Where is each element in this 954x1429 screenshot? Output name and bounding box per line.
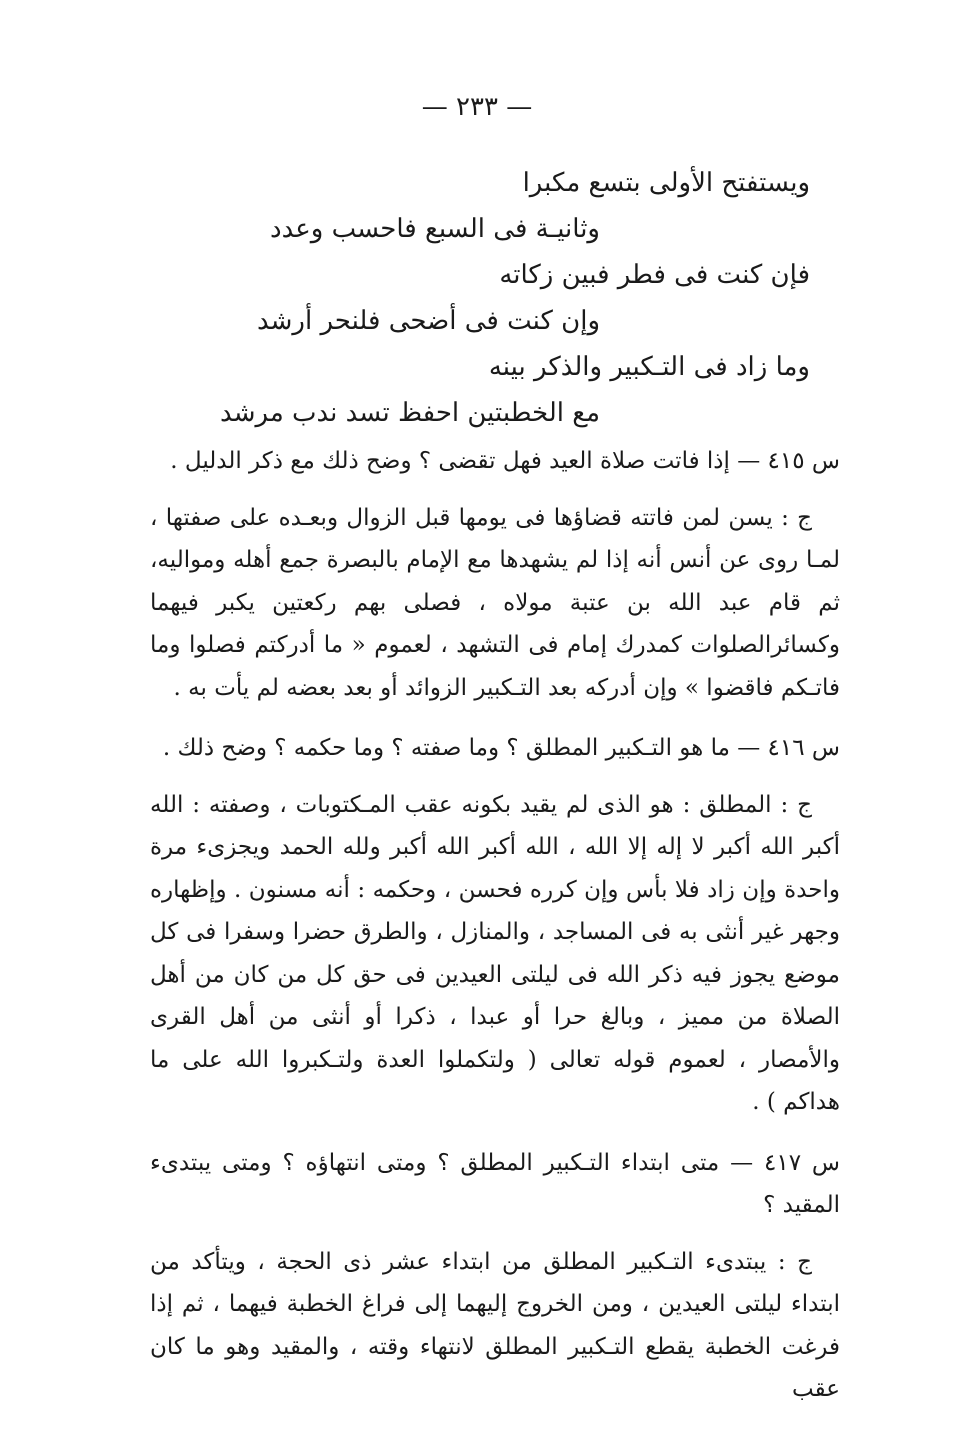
poem-verse-2-first: فإن كنت فى فطر فبين زكاته	[499, 260, 810, 290]
answer-417: ج : يبتدىء التـكبير المطلق من ابتداء عشر ذى الحجة ، ويتأكد من ابتداء ليلتى العيدين ، ومن الخروج إليهما إلى فراغ الخطبة فيهما ، ثم إذا فرغت الخطبة يقطع التـكبير المطلق لانتهاء وقته ، والمقيد وهو ما كان عقب	[150, 1248, 840, 1402]
answer-416: ج : المطلق : هو الذى لم يقيد بكونه عقب المـكتوبات ، وصفته : الله أكبر الله أكبر لا إله إلا الله ، الله أكبر الله أكبر ولله الحمد ويجزىء مرة واحدة وإن زاد فلا بأس وإن كرره فحسن ، وحكمه : أنه مسنون . وإظهاره وجهر غير أنثى به فى المساجد ، والمنازل ، والطرق حضرا وسفرا فى كل موضع يجوز فيه ذكر الله فى ليلتى العيدين فى حق كل من كان من أهل الصلاة من مميز ، وبالغ حرا أو عبدا ، ذكرا أو أنثى من أهل القرى والأمصار ، لعموم قوله تعالى ( ولتكملوا العدة ولتـكبروا الله على ما هداكم ) .	[150, 791, 840, 1115]
poem-block	[200, 160, 810, 436]
page-body	[150, 440, 840, 1429]
question-417: س ٤١٧ — متى ابتداء التـكبير المطلق ؟ ومتى انتهاؤه ؟ ومتى يبتدىء المقيد ؟	[150, 1149, 841, 1218]
poem-verse-1-second: وثانيـة فى السبع فاحسب وعدد	[270, 214, 600, 244]
page-number: — ٢٣٣ —	[421, 92, 533, 122]
question-416: س ٤١٦ — ما هو التـكبير المطلق ؟ وما صفته ؟ وما حكمه ؟ وضح ذلك .	[162, 735, 840, 761]
poem-verse-1-first: ويستفتح الأولى بتسع مكبرا	[522, 168, 810, 198]
question-415: س ٤١٥ — إذا فاتت صلاة العيد فهل تقضى ؟ وضح ذلك مع ذكر الدليل .	[170, 448, 840, 474]
poem-verse-3-first: وما زاد فى التـكبير والذكر بينه	[488, 352, 810, 382]
poem-verse-2-second: وإن كنت فى أضحى فلنحر أرشد	[256, 306, 600, 336]
answer-415: ج : يسن لمن فاتته قضاؤها فى يومها قبل الزوال وبعـده على صفتها ، لمـا روى عن أنس أنه إذا لم يشهدها مع الإمام بالبصرة جمع أهله ومواليه، ثم قام عبد الله بن عتبة مولاه ، فصلى بهم ركعتين يكبر فيهما وكسائرالصلوات كمدرك إمام فى التشهد ، لعموم « ما أدركتم فصلوا وما فاتـكم فاقضوا » وإن أدركه بعد التـكبير الزوائد أو بعد بعضه لم يأت به .	[150, 504, 840, 701]
poem-verse-3-second: مع الخطبتين احفظ تسد ندب مرشد	[220, 398, 600, 428]
